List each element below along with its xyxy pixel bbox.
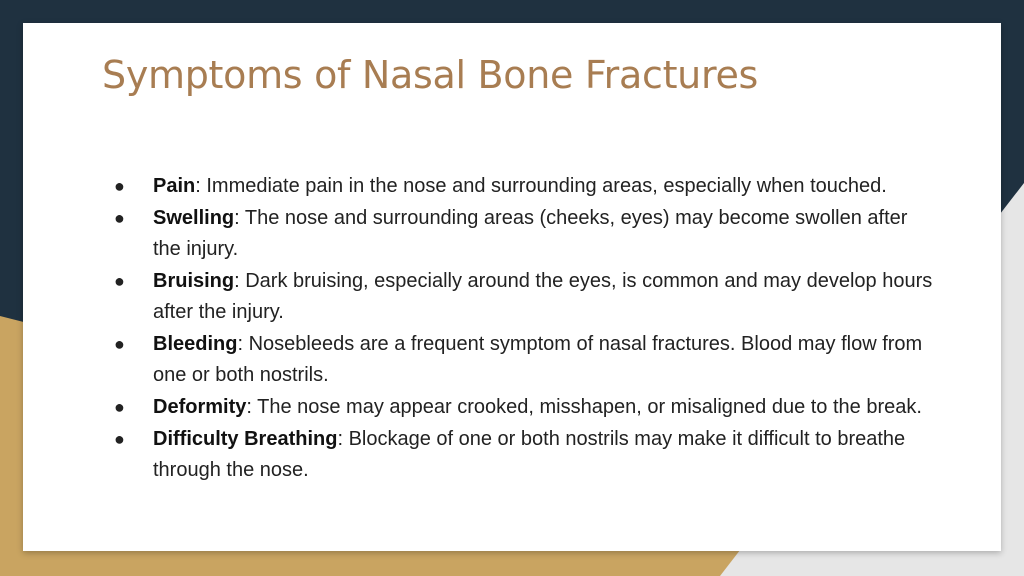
symptom-list [103, 171, 933, 487]
bullet-icon: ● [114, 397, 125, 417]
bullet-icon: ● [114, 429, 125, 449]
symptom-description: : Immediate pain in the nose and surrounding areas, especially when touched. [195, 175, 887, 197]
bullet-icon: ● [114, 334, 125, 354]
symptom-term: Difficulty Breathing [153, 428, 338, 450]
slide-title: Symptoms of Nasal Bone Fractures [102, 53, 759, 97]
bullet-icon: ● [114, 176, 125, 196]
symptom-description: : Dark bruising, especially around the eyes, is common and may develop hours after the injury. [153, 270, 933, 323]
symptom-term: Deformity [153, 396, 247, 418]
list-item [103, 329, 933, 391]
symptom-term: Swelling [153, 207, 235, 229]
symptom-description: : Blockage of one or both nostrils may make it difficult to breathe through the nose. [153, 428, 906, 481]
list-item [103, 392, 933, 423]
symptom-term: Bleeding [153, 333, 238, 355]
list-item [103, 266, 933, 328]
list-item [103, 171, 933, 202]
list-item [103, 424, 933, 486]
symptom-description: : The nose and surrounding areas (cheeks, eyes) may become swollen after the injury. [153, 207, 908, 260]
slide-card [23, 23, 1001, 551]
symptom-description: : The nose may appear crooked, misshapen, or misaligned due to the break. [246, 396, 922, 418]
symptom-term: Bruising [153, 270, 235, 292]
symptom-description: : Nosebleeds are a frequent symptom of nasal fractures. Blood may flow from one or both nostrils. [153, 333, 923, 386]
bullet-icon: ● [114, 271, 125, 291]
list-item [103, 203, 933, 265]
bullet-icon: ● [114, 208, 125, 228]
symptom-term: Pain [153, 175, 196, 197]
